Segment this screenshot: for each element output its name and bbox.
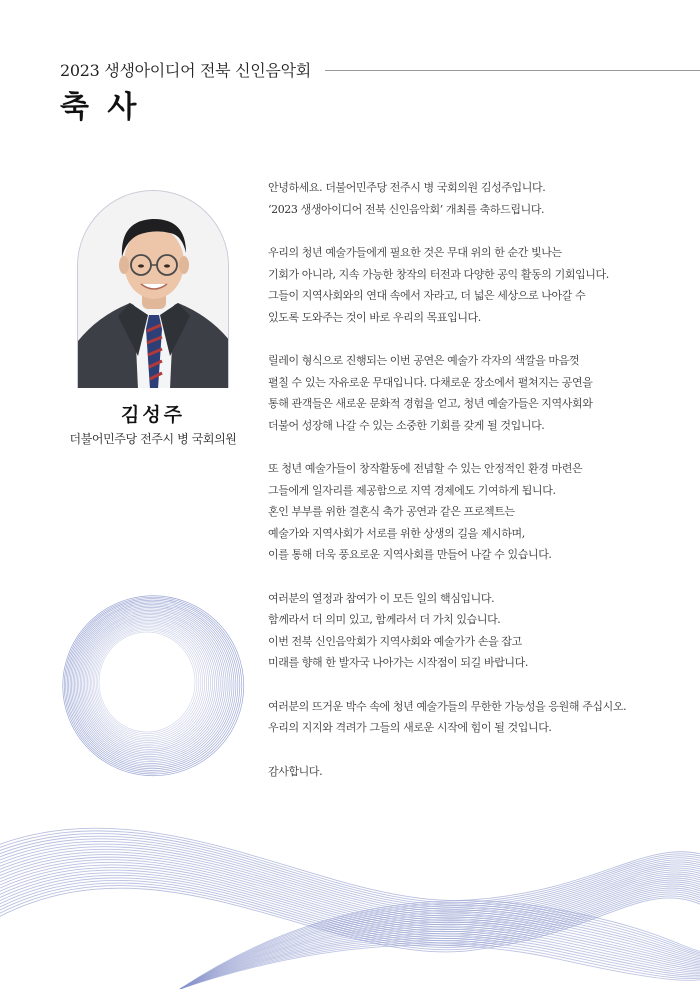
ring-line <box>95 628 201 738</box>
letter-line: 이를 통해 더욱 풍요로운 지역사회를 만들어 나갈 수 있습니다. <box>268 548 552 561</box>
letter-paragraph <box>268 177 673 220</box>
letter-paragraph <box>268 350 673 436</box>
wave-line <box>180 936 700 989</box>
letter-line: 안녕하세요. 더불어민주당 전주시 병 국회의원 김성주입니다. <box>268 181 546 194</box>
page-title: 축 사 <box>60 90 141 125</box>
letter-paragraph <box>268 761 673 783</box>
letter-line: 또 청년 예술가들이 창작활동에 전념할 수 있는 안정적인 환경 마련은 <box>268 462 583 475</box>
letter-line: 통해 관객들은 새로운 문화적 경험을 얻고, 청년 예술가들은 지역사회와 <box>268 397 593 410</box>
letter-paragraph <box>268 696 673 739</box>
letter-line: 여러분의 뜨거운 박수 속에 청년 예술가들의 무한한 가능성을 응원해 주십시오. <box>268 699 627 713</box>
letter-line: 더불어 성장해 나갈 수 있는 소중한 기회를 갖게 될 것입니다. <box>268 418 545 432</box>
congratulatory-letter <box>268 177 673 804</box>
wave-line <box>180 931 700 989</box>
ring-line <box>92 625 205 741</box>
event-kicker: 2023 생생아이디어 전북 신인음악회 <box>60 61 311 80</box>
letter-paragraph <box>268 458 673 566</box>
ring-line <box>89 622 209 744</box>
ring-line <box>93 626 203 739</box>
ring-line <box>99 632 195 732</box>
letter-line: 예술가와 지역사회가 서로를 위한 상생의 길을 제시하며, <box>268 526 525 540</box>
ring-line <box>83 616 216 751</box>
ring-line <box>96 629 199 735</box>
portrait-photo <box>77 190 229 388</box>
letter-line: 혼인 부부를 위한 결혼식 축가 공연과 같은 프로젝트는 <box>268 505 515 518</box>
header-divider <box>325 70 700 71</box>
letter-closing: 감사합니다. <box>268 764 323 778</box>
person-title: 더불어민주당 전주시 병 국회의원 <box>69 432 237 446</box>
letter-line: 있도록 도와주는 것이 바로 우리의 목표입니다. <box>268 310 481 324</box>
concentric-rings-ornament <box>55 590 245 780</box>
letter-line: 기회가 아니라, 지속 가능한 창작의 터전과 다양한 공익 활동의 기회입니다. <box>268 267 609 281</box>
letter-line: 미래를 향해 한 발자국 나아가는 시작점이 되길 바랍니다. <box>268 656 528 669</box>
letter-line: ‘2023 생생아이디어 전북 신인음악회’ 개최를 축하드립니다. <box>268 202 545 216</box>
letter-line: 그들에게 일자리를 제공함으로 지역 경제에도 기여하게 됩니다. <box>268 483 556 497</box>
letter-line: 우리의 지지와 격려가 그들의 새로운 시작에 힘이 될 것입니다. <box>268 721 552 734</box>
letter-paragraph <box>268 588 673 674</box>
wave-line <box>180 917 700 989</box>
portrait-illustration <box>78 191 229 388</box>
letter-line: 펼칠 수 있는 자유로운 무대입니다. 다채로운 장소에서 펼쳐지는 공연을 <box>268 375 593 389</box>
letter-line: 이번 전북 신인음악회가 지역사회와 예술가가 손을 잡고 <box>268 634 522 648</box>
wave-lines-ornament <box>0 790 700 989</box>
ring-line <box>87 620 210 746</box>
letter-line: 우리의 청년 예술가들에게 필요한 것은 무대 위의 한 순간 빛나는 <box>268 246 562 259</box>
ring-line <box>86 619 213 748</box>
person-name: 김성주 <box>120 404 186 426</box>
letter-paragraph <box>268 242 673 328</box>
ring-line <box>90 623 206 742</box>
letter-line: 함께라서 더 의미 있고, 함께라서 더 가치 있습니다. <box>268 613 501 626</box>
ring-line <box>71 604 232 765</box>
letter-line: 여러분의 열정과 참여가 이 모든 일의 핵심입니다. <box>268 591 495 605</box>
ring-line <box>98 631 197 734</box>
letter-line: 그들이 지역사회와의 연대 속에서 자라고, 더 넓은 세상으로 나아갈 수 <box>268 289 586 302</box>
letter-line: 릴레이 형식으로 진행되는 이번 공연은 예술가 각자의 색깔을 마음껏 <box>268 354 580 367</box>
